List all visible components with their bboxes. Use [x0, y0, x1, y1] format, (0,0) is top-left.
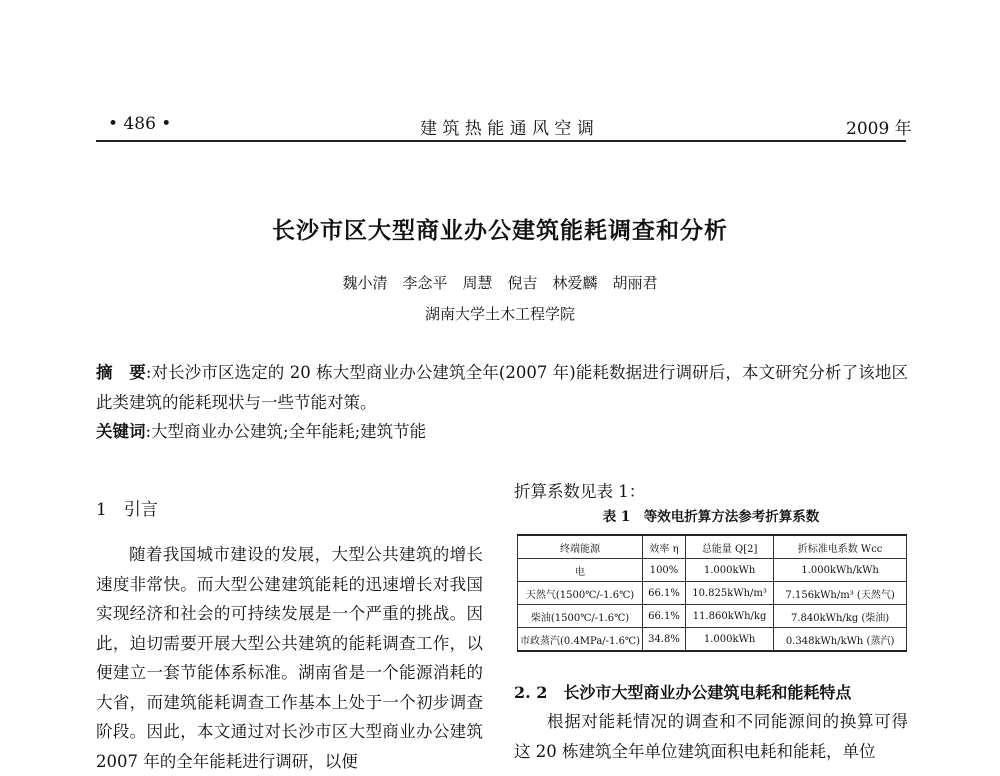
table-cell: 天然气(1500℃/-1.6℃) [518, 582, 643, 605]
section-heading-introduction: 1 引言 [96, 500, 158, 520]
page-number: • 486 • [108, 114, 172, 134]
table-cell: 1.000kWh [685, 628, 773, 652]
section-heading-2-2: 2. 2 长沙市大型商业办公建筑电耗和能耗特点 [514, 683, 852, 702]
table-row [518, 605, 907, 628]
table-header-cell: 效率 η [643, 535, 686, 559]
table-cell: 34.8% [643, 628, 686, 652]
table-cell: 市政蒸汽(0.4MPa/-1.6℃) [518, 628, 643, 652]
conversion-factor-table [517, 534, 907, 652]
table-row [518, 628, 907, 652]
table-cell: 电 [518, 559, 643, 582]
table-row [518, 582, 907, 605]
table-cell: 柴油(1500℃/-1.6℃) [518, 605, 643, 628]
table-header-cell: 总能量 Q[2] [685, 535, 773, 559]
journal-name: 建 筑 热 能 通 风 空 调 [420, 119, 594, 139]
table-cell: 7.840kWh/kg (柴油) [774, 605, 907, 628]
keywords-text: :大型商业办公建筑;全年能耗;建筑节能 [145, 422, 427, 441]
left-column [96, 540, 483, 776]
header-rule [96, 140, 906, 142]
abstract-text: :对长沙市区选定的 20 栋大型商业办公建筑全年(2007 年)能耗数据进行调研后，本文研究分析了该地区此类建筑的能耗现状与一些节能对策。 [96, 363, 909, 412]
table-header-cell: 终端能源 [518, 535, 643, 559]
table-cell: 11.860kWh/kg [685, 605, 773, 628]
table-caption: 表 1 等效电折算方法参考折算系数 [602, 509, 820, 525]
table-cell: 0.348kWh/kWh (蒸汽) [774, 628, 907, 652]
table-cell: 7.156kWh/m³ (天然气) [774, 582, 907, 605]
paper-title: 长沙市区大型商业办公建筑能耗调查和分析 [272, 217, 728, 244]
publication-year: 2009 年 [846, 119, 912, 139]
table-header-cell: 折标准电系数 Wcc [774, 535, 907, 559]
table-cell: 1.000kWh [685, 559, 773, 582]
right-column [514, 707, 908, 766]
abstract-label: 摘 要 [96, 363, 146, 382]
table-cell: 66.1% [643, 582, 686, 605]
table-row [518, 559, 907, 582]
table-intro-text: 折算系数见表 1： [514, 482, 646, 501]
keywords-label: 关键词 [96, 422, 146, 441]
table-cell: 1.000kWh/kWh [774, 559, 907, 582]
keywords [96, 418, 426, 442]
affiliation: 湖南大学土木工程学院 [424, 305, 575, 323]
table-cell: 100% [643, 559, 686, 582]
section-2-2-paragraph: 根据对能耗情况的调查和不同能源间的换算可得这 20 栋建筑全年单位建筑面积电耗和能耗，单位 [514, 712, 908, 761]
introduction-paragraph: 随着我国城市建设的发展，大型公共建筑的增长速度非常快。而大型公建建筑能耗的迅速增长对我国实现经济和社会的可持续发展是一个严重的挑战。因此，迫切需要开展大型公共建筑的能耗调查工作，以便建立一套节能体系标准。湖南省是一个能源消耗的大省，而建筑能耗调查工作基本上处于一个初步调查阶段。因此，本文通过对长沙市区大型商业办公建筑 2007 年的全年能耗进行调研，以便 [96, 545, 483, 771]
table-cell: 66.1% [643, 605, 686, 628]
author-list: 魏小清 李念平 周慧 倪吉 林爱麟 胡丽君 [342, 274, 658, 292]
table-cell: 10.825kWh/m³ [685, 582, 773, 605]
abstract [96, 358, 908, 418]
table-header-row [518, 535, 907, 559]
